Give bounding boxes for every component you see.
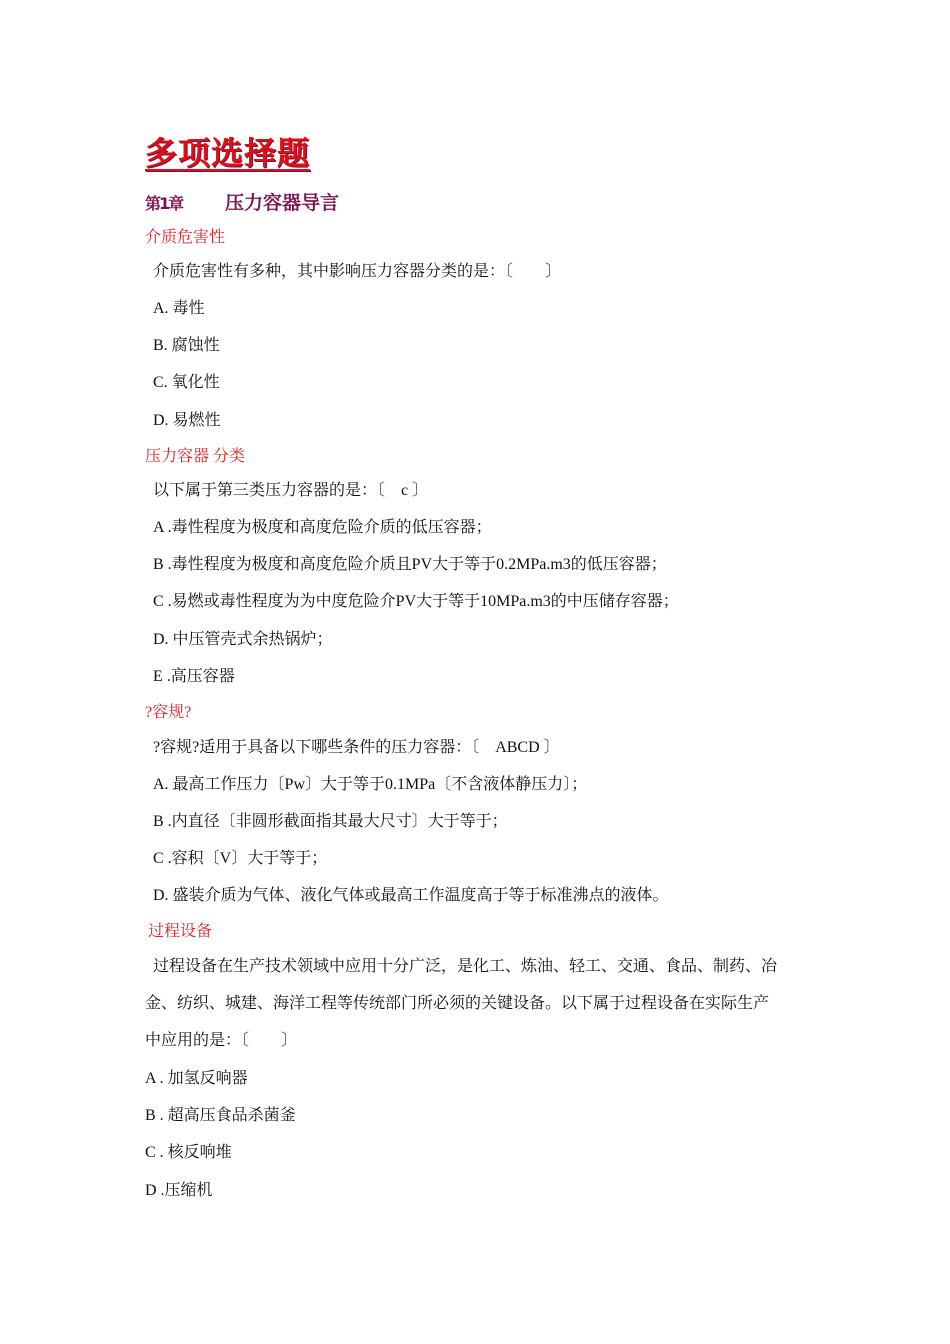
option-item: A . 加氢反响器	[145, 1070, 248, 1087]
option-item: D. 中压管壳式余热锅炉；	[153, 631, 333, 648]
option-item: E .高压容器	[153, 668, 235, 685]
option-item: D .压缩机	[145, 1182, 213, 1199]
option-item: D. 易燃性	[153, 412, 221, 429]
option-item: A .毒性程度为极度和高度危险介质的低压容器；	[153, 519, 492, 536]
option-item: C. 氧化性	[153, 374, 220, 391]
section-heading: 压力容器 分类	[145, 448, 246, 465]
chapter-name: 压力容器导言	[225, 192, 340, 214]
option-item: A. 毒性	[153, 300, 205, 317]
option-item: B . 超高压食品杀菌釜	[145, 1107, 296, 1124]
question-text: 介质危害性有多种，其中影响压力容器分类的是：〔 〕	[153, 263, 562, 280]
option-item: A. 最高工作压力〔Pw〕大于等于0.1MPa〔不含液体静压力〕；	[153, 776, 588, 793]
option-item: B. 腐蚀性	[153, 337, 220, 354]
option-item: D. 盛装介质为气体、液化气体或最高工作温度高于等于标准沸点的液体。	[153, 887, 669, 904]
option-item: C . 核反响堆	[145, 1144, 232, 1161]
question-text: ?容规?适用于具备以下哪些条件的压力容器：〔 ABCD 〕	[153, 739, 560, 756]
section-heading: 介质危害性	[145, 229, 226, 246]
option-item: B .毒性程度为极度和高度危险介质且PV大于等于0.2MPa.m3的低压容器；	[153, 556, 667, 573]
section-heading: ?容规?	[145, 704, 192, 721]
option-item: C .易燃或毒性程度为为中度危险介PV大于等于10MPa.m3的中压储存容器；	[153, 593, 679, 610]
question-text-line: 过程设备在生产技术领域中应用十分广泛，是化工、炼油、轻工、交通、食品、制药、冶	[153, 958, 778, 975]
question-text-line: 中应用的是：〔 〕	[145, 1032, 298, 1049]
option-item: B .内直径〔非圆形截面指其最大尺寸〕大于等于；	[153, 813, 508, 830]
chapter-number: 第1章	[145, 194, 183, 213]
option-item: C .容积〔V〕大于等于；	[153, 850, 328, 867]
chapter-heading	[145, 188, 339, 215]
page-title: 多项选择题	[145, 134, 311, 172]
question-text-line: 金、纺织、城建、海洋工程等传统部门所必须的关键设备。以下属于过程设备在实际生产	[145, 995, 770, 1012]
section-heading: 过程设备	[148, 923, 213, 940]
question-text: 以下属于第三类压力容器的是：〔 c 〕	[153, 482, 429, 499]
